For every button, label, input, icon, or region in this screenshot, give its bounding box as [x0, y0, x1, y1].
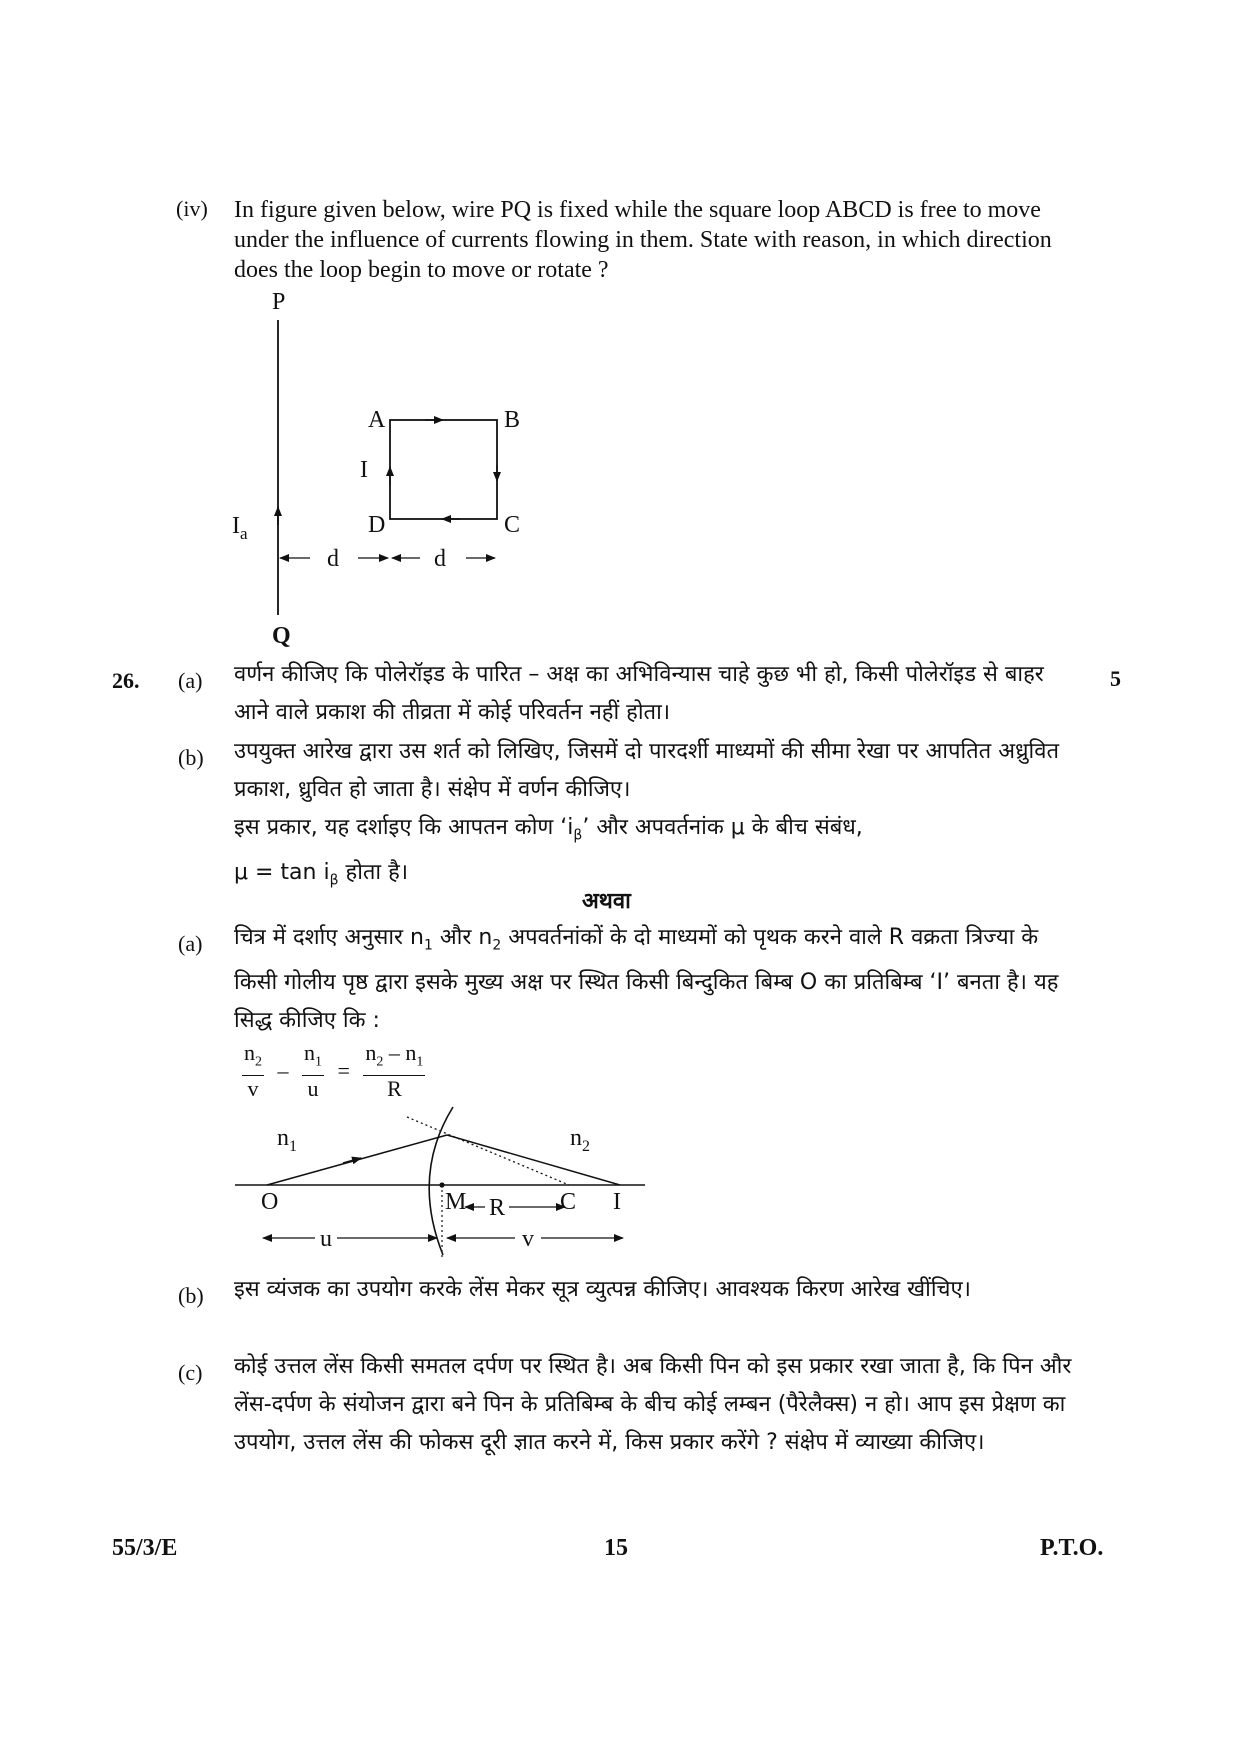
or-a-label: (a) [178, 931, 203, 956]
frac-diff-r: $\frac{n_2 - n_1}{R}$ [365, 1040, 424, 1102]
label-i-image: I [613, 1189, 621, 1215]
refraction-figure [225, 1105, 665, 1260]
pto-label: P.T.O. [1040, 1535, 1104, 1561]
q26b-text [234, 733, 1084, 900]
label-d1: d [327, 546, 339, 572]
or-c-label: (c) [178, 1360, 203, 1385]
label-n1: $n_1$ [277, 1125, 297, 1155]
frac-n2-v: $\frac{n_2}{v}$ [244, 1040, 262, 1102]
label-n2: $n_2$ [570, 1125, 590, 1155]
label-r: R [489, 1195, 506, 1221]
spherical-surface [429, 1107, 453, 1255]
label-i: I [360, 457, 368, 483]
label-b: B [504, 407, 521, 433]
wire-loop-figure [220, 285, 540, 655]
frac-n1-u: $\frac{n_1}{u}$ [304, 1040, 322, 1102]
q26a-text: वर्णन कीजिए कि पोलेरॉइड के पारित – अक्ष का अभिविन्यास चाहे कुछ भी हो, किसी पोलेरॉइड से बाहर आने वाले प्रकाश की तीव्रता में कोई परिवर्तन नहीं होता। [234, 662, 1044, 725]
or-c-text: कोई उत्तल लेंस किसी समतल दर्पण पर स्थित है। अब किसी पिन को इस प्रकार रखा जाता है, कि पिन और लेंस-दर्पण के संयोजन द्वारा बने पिन के प्रतिबिम्ब के बीच कोई लम्बन (पैरेलैक्स) न हो। आप इस प्रेक्षण का उपयोग, उत्तल लेंस की फोकस दूरी ज्ञात करने में, किस प्रकार करेंगे ? संक्षेप में व्याख्या कीजिए। [234, 1354, 1072, 1455]
label-m: M [445, 1189, 467, 1215]
q26-number: 26. [112, 668, 140, 693]
q25iv-text: In figure given below, wire PQ is fixed while the square loop ABCD is free to move under the influence of currents flowing in them. State with reason, in which direction does the loop begin to move or rotate ? [234, 197, 1052, 283]
pole-point [439, 1182, 444, 1187]
square-loop [390, 420, 497, 519]
label-q: Q [272, 623, 291, 649]
label-ia: $I_a$ [232, 513, 248, 543]
or-heading: अथवा [582, 889, 631, 914]
refracted-ray [447, 1135, 620, 1185]
page-number: 15 [604, 1535, 628, 1561]
q25iv-label: (iv) [176, 196, 208, 221]
q26b-line2: इस प्रकार, यह दर्शाइए कि आपतन कोण ‘$i_\beta$’ और अपवर्तनांक μ के बीच संबंध, [234, 815, 863, 844]
incident-ray-arrow [343, 1158, 361, 1163]
label-d2: d [434, 546, 446, 572]
label-p: P [272, 289, 286, 315]
or-b-text: इस व्यंजक का उपयोग करके लेंस मेकर सूत्र व्युत्पन्न कीजिए। आवश्यक किरण आरेख खींचिए। [234, 1277, 972, 1302]
q26b-line1: उपयुक्त आरेख द्वारा उस शर्त को लिखिए, जिसमें दो पारदर्शी माध्यमों की सीमा रेखा पर आपतित अध्रुवित प्रकाश, ध्रुवित हो जाता है। संक्षेप में वर्णन कीजिए। [234, 739, 1060, 802]
label-v: v [522, 1226, 534, 1252]
q26-marks: 5 [1110, 666, 1121, 691]
paper-code: 55/3/E [112, 1535, 178, 1561]
label-c-centre: C [560, 1189, 577, 1215]
label-o: O [261, 1189, 279, 1215]
q26b-line3: $\mu = \tan i_\beta$ होता है। [234, 860, 409, 889]
label-u: u [320, 1226, 332, 1252]
label-c: C [504, 512, 521, 538]
label-a: A [368, 407, 386, 433]
refraction-formula: $\frac{n_2}{v}$ – $\frac{n_1}{u}$ = $\frac{n_2 - n_1}{R}$ [244, 1040, 424, 1102]
normal-line [407, 1117, 569, 1185]
or-b-label: (b) [178, 1283, 204, 1308]
label-d: D [368, 512, 386, 538]
q26a-label: (a) [178, 668, 203, 693]
q26b-label: (b) [178, 745, 204, 770]
or-a-text: चित्र में दर्शाए अनुसार $n_1$ और $n_2$ अपवर्तनांकों के दो माध्यमों को पृथक करने वाले R वक्रता त्रिज्या के किसी गोलीय पृष्ठ द्वारा इसके मुख्य अक्ष पर स्थित किसी बिन्दुकित बिम्ब O का प्रतिबिम्ब ‘I’ बनता है। यह सिद्ध कीजिए कि : [234, 925, 1059, 1034]
